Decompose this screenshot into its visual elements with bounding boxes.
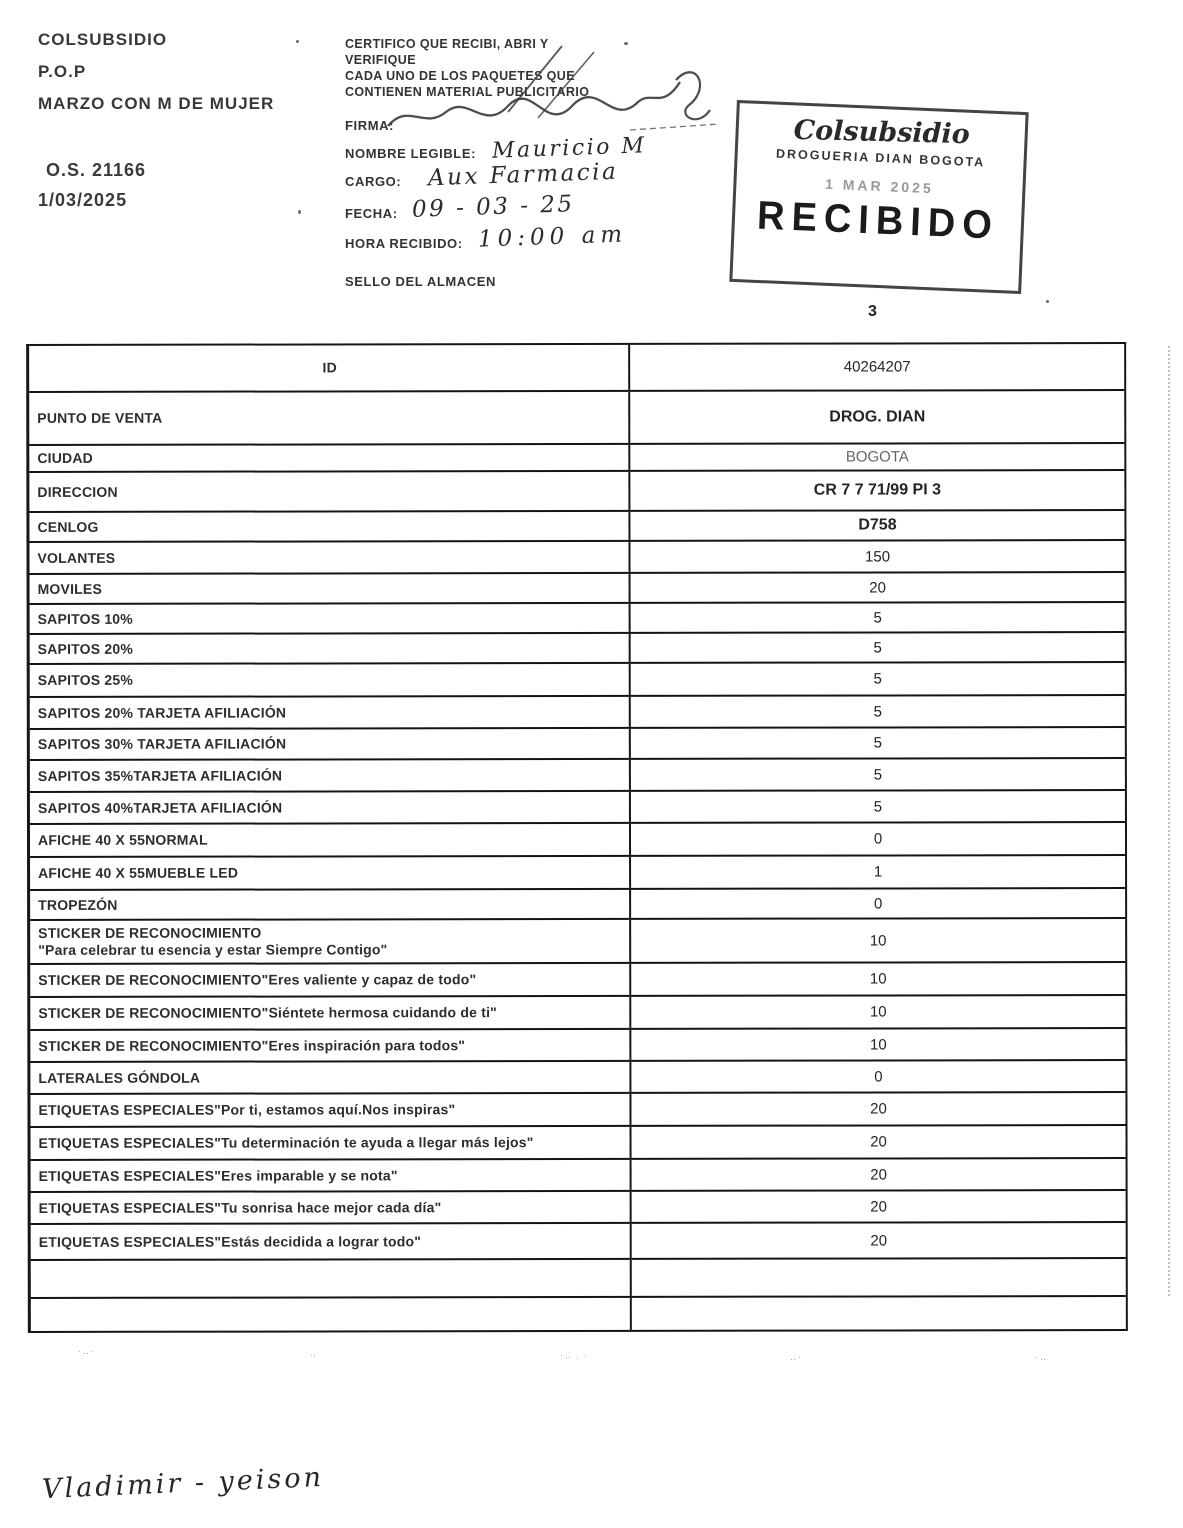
item-value-cell: 10 [869,931,887,949]
item-label-cell: SAPITOS 10% [30,604,631,633]
stamp-location: DROGUERIA DIAN BOGOTA [775,146,986,170]
item-value-cell: 10 [870,1035,887,1053]
item-label-cell: ETIQUETAS ESPECIALES"Eres imparable y se nota" [31,1160,632,1191]
item-label-cell: VOLANTES [29,542,630,573]
stamp-status: RECIBIDO [756,193,1000,249]
table-row [30,889,1125,921]
item-value-cell: DROG. DIAN [829,407,926,426]
table-row [30,1061,1125,1095]
scan-speck [298,210,301,214]
table-row [31,1191,1126,1225]
item-value-cell: D758 [858,516,897,534]
hora-recibido-label: HORA RECIBIDO: [345,236,463,251]
table-row [29,391,1124,446]
item-value-cell: 0 [874,1067,883,1085]
item-label-cell: SAPITOS 30% TARJETA AFILIACIÓN [30,729,631,759]
table-row [30,856,1125,891]
item-value-cell: 1 [873,863,883,881]
pop-table [26,342,1128,1333]
item-label-cell: CIUDAD [29,445,630,471]
item-value-cell: 10 [869,1003,887,1021]
fecha-label: FECHA: [345,206,398,221]
item-label-cell: ETIQUETAS ESPECIALES"Por ti, estamos aquí.Nos inspiras" [30,1094,631,1126]
table-row [30,823,1125,858]
item-value-cell: 0 [873,894,883,912]
table-row [31,1223,1126,1261]
table-row [31,1259,1126,1299]
scan-smudge: ·‥· [78,1346,97,1356]
item-label-cell: ETIQUETAS ESPECIALES"Tu sonrisa hace mejor cada día" [31,1192,632,1223]
item-value-cell: 40264207 [843,358,911,376]
item-label-cell: MOVILES [30,574,631,603]
stamp-brand: Colsubsidio [793,114,971,151]
item-value-cell: 5 [873,765,883,783]
item-label-cell: STICKER DE RECONOCIMIENTO "Para celebrar tu esencia y estar Siempre Contigo" [30,920,631,963]
handwritten-names: Vladimir - yeison [41,1461,325,1506]
table-row [29,444,1124,473]
item-label-cell: SAPITOS 35%TARJETA AFILIACIÓN [30,760,631,791]
certification-line: VERIFIQUE [345,53,416,67]
item-label-cell: SAPITOS 25% [30,664,631,696]
hora-recibido-handwriting: 10:00 am [477,221,628,253]
sello-almacen-label: SELLO DEL ALMACEN [345,274,497,289]
table-row [31,1159,1126,1193]
item-label-cell [31,1298,632,1331]
scan-edge-artifact [1168,346,1170,1296]
certification-text [345,36,675,100]
table-row [30,633,1125,665]
pop-label: P.O.P [38,62,87,81]
item-label-cell: ETIQUETAS ESPECIALES"Estás decidida a lograr todo" [31,1224,632,1259]
item-value-cell: 20 [870,1100,887,1118]
item-value-cell: 20 [870,1197,888,1215]
recibido-stamp [729,100,1028,294]
page-number: 3 [868,303,877,320]
table-row [30,963,1125,998]
table-row [30,759,1125,793]
item-value-cell: 20 [870,1231,888,1249]
item-label-cell: ID [29,345,630,391]
table-row [30,728,1125,761]
table-row [31,1126,1126,1161]
item-value-cell: BOGOTA [845,448,909,466]
scan-smudge: ·‥ [1035,1352,1049,1362]
item-value-cell: 20 [870,1165,887,1183]
item-value-cell: 0 [873,830,883,848]
certification-line: CERTIFICO QUE RECIBI, ABRI Y [345,37,549,51]
item-label-cell: STICKER DE RECONOCIMIENTO"Eres inspiración para todos" [30,1030,631,1061]
campaign-name: MARZO CON M DE MUJER [38,94,275,113]
item-label-cell: SAPITOS 20% TARJETA AFILIACIÓN [30,697,631,728]
company-header [38,30,274,114]
table-row [30,791,1125,825]
item-value-cell: CR 7 7 71/99 PI 3 [813,481,942,499]
item-value-cell: 5 [873,702,882,720]
order-number: O.S. 21166 [46,160,147,180]
item-value-cell: 10 [869,970,887,988]
table-row [29,511,1124,543]
item-value-cell: 5 [873,670,882,688]
item-value-cell: 20 [869,578,886,596]
scan-smudge: ‥· [790,1352,804,1362]
item-label-cell: LATERALES GÓNDOLA [30,1062,631,1093]
nombre-legible-handwriting: Mauricio M [491,133,647,164]
item-label-cell: SAPITOS 20% [30,634,631,663]
firma-label: FIRMA: [345,118,395,133]
table-row [29,541,1124,575]
table-row [30,573,1125,605]
item-label-cell: STICKER DE RECONOCIMIENTO"Siéntete hermosa cuidando de ti" [30,997,631,1029]
item-value-cell: 5 [873,797,883,815]
item-label-cell: STICKER DE RECONOCIMIENTO"Eres valiente y capaz de todo" [30,964,631,996]
certification-line: CONTIENEN MATERIAL PUBLICITARIO [345,85,590,99]
scan-speck [624,42,628,45]
scan-smudge: ·‥﹐· [560,1350,590,1360]
scan-speck [1046,300,1049,303]
item-value-cell: 5 [873,638,882,656]
item-label-cell: ETIQUETAS ESPECIALES"Tu determinación te ayuda a llegar más lejos" [31,1127,632,1159]
table-row [29,344,1124,393]
item-value-cell [632,1259,1126,1296]
table-row [30,919,1125,965]
company-name: COLSUBSIDIO [38,30,168,49]
item-value-cell: 20 [870,1133,887,1151]
table-row [30,1029,1125,1063]
table-row [30,1093,1125,1128]
table-row [30,996,1125,1031]
cargo-handwriting: Aux Farmacia [427,158,619,192]
item-label-cell: CENLOG [29,512,630,541]
table-row [30,696,1125,730]
item-value-cell [632,1297,1126,1330]
table-row [29,471,1124,513]
nombre-legible-label: NOMBRE LEGIBLE: [345,146,477,161]
item-label-cell: AFICHE 40 X 55NORMAL [30,824,631,856]
order-date: 1/03/2025 [38,190,128,210]
cargo-label: CARGO: [345,174,402,189]
scan-smudge: ‥ [310,1348,319,1358]
scan-speck [296,40,299,43]
item-label-cell: DIRECCION [29,472,630,511]
table-row [31,1297,1126,1333]
item-value-cell: 150 [864,547,891,565]
item-label-cell: AFICHE 40 X 55MUEBLE LED [30,857,631,889]
item-label-cell: SAPITOS 40%TARJETA AFILIACIÓN [30,792,631,823]
certification-line: CADA UNO DE LOS PAQUETES QUE [345,69,575,83]
item-value-cell: 5 [873,608,882,626]
item-label-cell: TROPEZÓN [30,890,631,919]
table-row [30,663,1125,698]
item-label-cell [31,1260,632,1297]
item-label-cell: PUNTO DE VENTA [29,392,630,444]
fecha-handwriting: 09 - 03 - 25 [411,191,575,223]
table-row [30,603,1125,635]
stamp-date: 1 MAR 2025 [824,175,935,197]
item-value-cell: 5 [873,734,883,752]
